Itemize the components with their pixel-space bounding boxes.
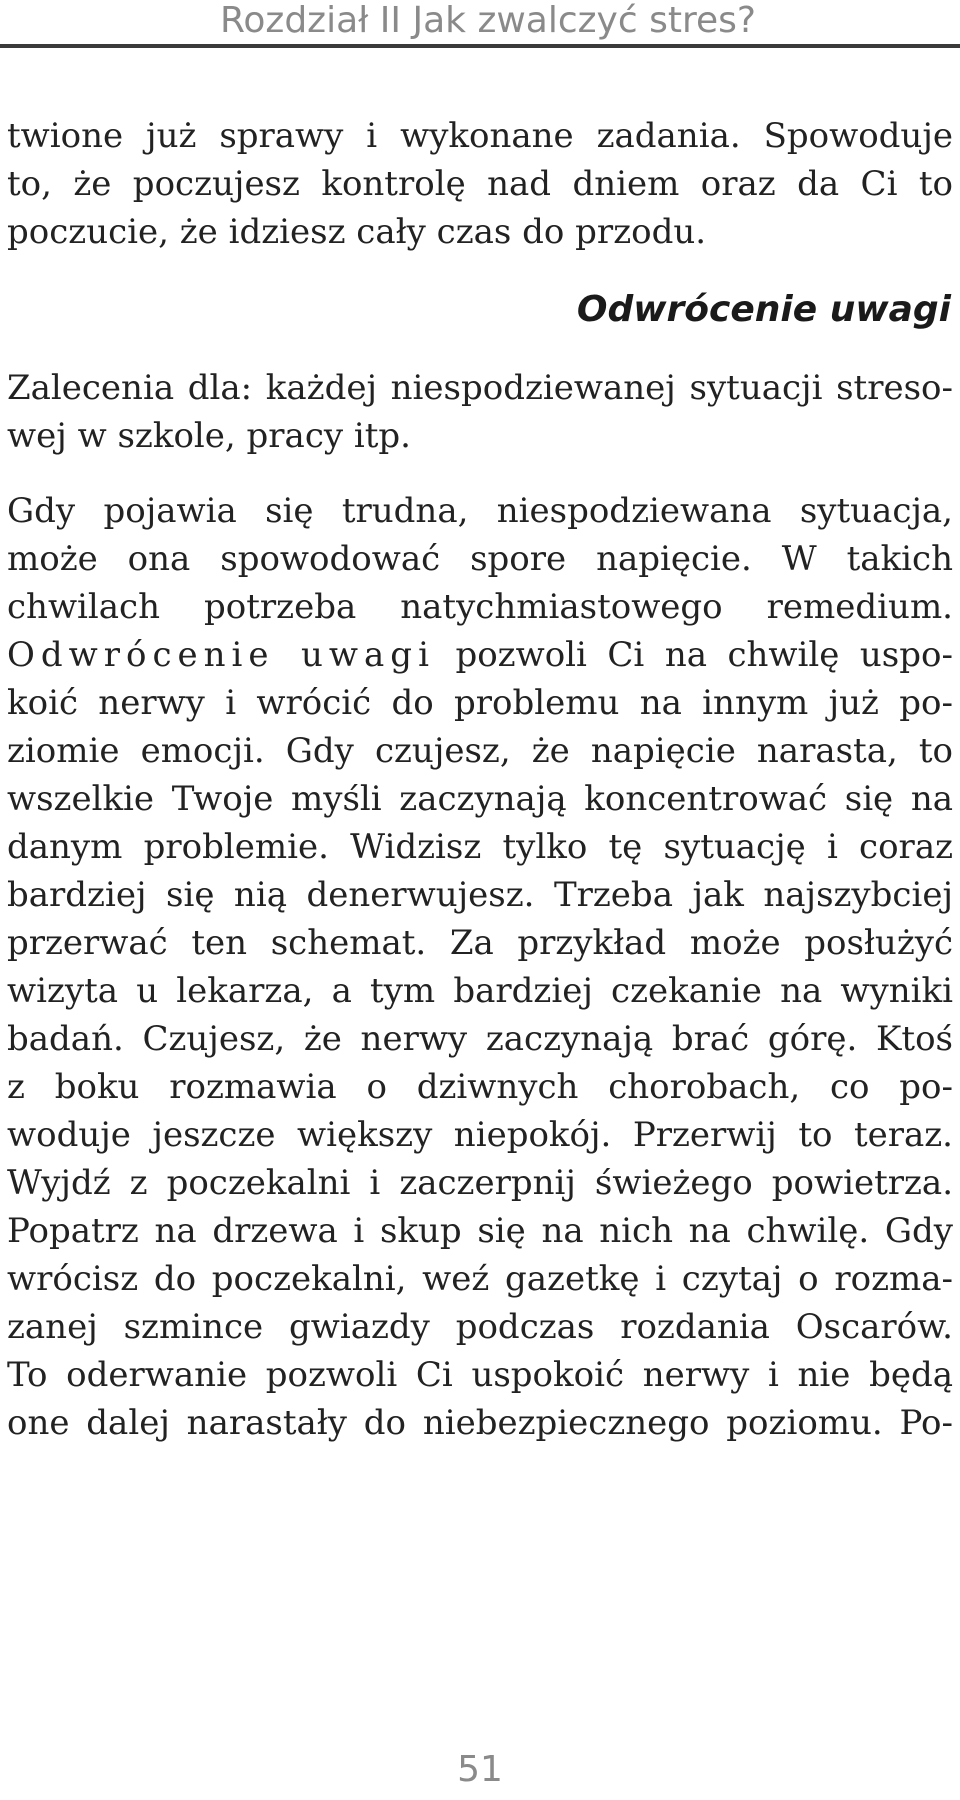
spaced-emphasis: Odwrócenie uwagi — [7, 635, 435, 675]
text-line: zanej szmince gwiazdy podczas rozdania Oscarów. — [7, 1307, 953, 1347]
text-line: chwilach potrzeba natychmiastowego remedium. — [7, 587, 953, 627]
text-line: badań. Czujesz, że nerwy zaczynają brać górę. Ktoś — [7, 1019, 953, 1059]
chapter-title: Rozdział II Jak zwalczyć stres? — [220, 0, 756, 41]
text-line: Popatrz na drzewa i skup się na nich na chwilę. Gdy — [7, 1211, 953, 1251]
text-line: Gdy pojawia się trudna, niespodziewana sytuacja, — [7, 491, 953, 531]
text-line: przerwać ten schemat. Za przykład może posłużyć — [7, 923, 953, 963]
text-line: wej w szkole, pracy itp. — [7, 416, 411, 456]
intro-paragraph — [7, 112, 953, 256]
text-line: Wyjdź z poczekalni i zaczerpnij świeżego powietrza. — [7, 1163, 953, 1203]
running-header — [0, 0, 960, 60]
text-line: koić nerwy i wrócić do problemu na innym już po- — [7, 683, 953, 723]
text-line: to, że poczujesz kontrolę nad dniem oraz da Ci to — [7, 164, 953, 204]
page-number: 51 — [457, 1749, 503, 1790]
text-line: one dalej narastały do niebezpiecznego poziomu. Po- — [7, 1403, 953, 1443]
text-line: wszelkie Twoje myśli zaczynają koncentrować się na — [7, 779, 953, 819]
text-line: może ona spowodować spore napięcie. W takich — [7, 539, 953, 579]
text-line: bardziej się nią denerwujesz. Trzeba jak najszybciej — [7, 875, 953, 915]
text-line: Zalecenia dla: każdej niespodziewanej sytuacji streso- — [7, 368, 953, 408]
body-text — [7, 112, 953, 1447]
text-line: woduje jeszcze większy niepokój. Przerwij to teraz. — [7, 1115, 953, 1155]
text-line-with-emphasis — [7, 631, 953, 679]
header-rule — [0, 44, 960, 48]
text-line: ziomie emocji. Gdy czujesz, że napięcie narasta, to — [7, 731, 953, 771]
text-line: To oderwanie pozwoli Ci uspokoić nerwy i nie będą — [7, 1355, 953, 1395]
text-line: z boku rozmawia o dziwnych chorobach, co po- — [7, 1067, 953, 1107]
text-line: danym problemie. Widzisz tylko tę sytuację i coraz — [7, 827, 953, 867]
text-line: poczucie, że idziesz cały czas do przodu. — [7, 212, 707, 252]
text-line: wrócisz do poczekalni, weź gazetkę i czytaj o rozma- — [7, 1259, 953, 1299]
section-heading: Odwrócenie uwagi — [576, 289, 951, 330]
recommendation-paragraph — [7, 364, 953, 460]
text-line: wizyta u lekarza, a tym bardziej czekanie na wyniki — [7, 971, 953, 1011]
text-line: twione już sprawy i wykonane zadania. Spowoduje — [7, 116, 953, 156]
main-paragraph — [7, 487, 953, 1447]
text-fragment: pozwoli Ci na chwilę uspo- — [434, 635, 953, 675]
